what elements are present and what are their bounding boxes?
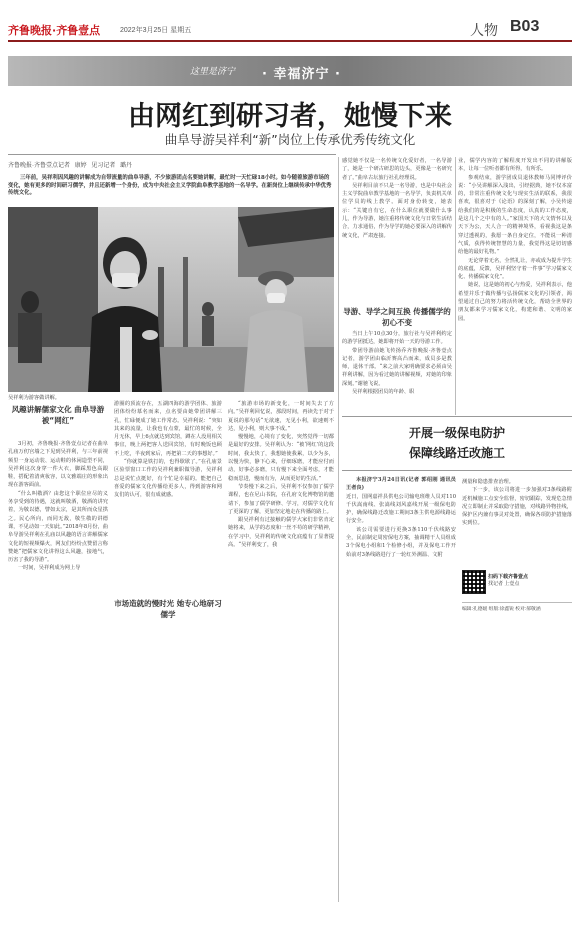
- photo-illustration: [8, 207, 334, 392]
- paragraph: 节奏慢下来之后，吴祥利不仅参加了儒学课程，也在尼山书院，在孔府文化博物馆的邀请下，参加了儒学研修、学习，对儒学文化有了更深的了解，更加坚定地走在传播的路上。: [228, 483, 334, 515]
- logo-blue-text: 齐鲁壹点: [56, 24, 101, 37]
- section-heading-3: 导游、导学之间互换 传播儒学的初心不变: [343, 307, 451, 327]
- article-headline: 由网红到研习者，她慢下来: [128, 101, 452, 132]
- sidebar-column-2: [462, 478, 572, 528]
- qr-code-icon: [462, 570, 486, 594]
- article-subhead: 曲阜导游吴祥利“新”岗位上传承优秀传统文化: [164, 132, 416, 147]
- column-2: [114, 400, 222, 500]
- banner-title: · 幸福济宁 ·: [262, 67, 341, 82]
- sidebar-column-1: [346, 476, 456, 559]
- column-4b: [342, 330, 452, 396]
- page-number: B03: [510, 18, 540, 35]
- paragraph: 当日上午10点30分，旅行社与吴祥利约定的游学团抵达，她即将开始一天的导游工作。: [342, 331, 452, 346]
- section-heading-1: 风趣讲解儒家文化 曲阜导游被“网红”: [11, 405, 105, 425]
- qr-line-1: 扫码下载齐鲁壹点: [488, 574, 529, 580]
- column-4: [342, 157, 452, 240]
- paragraph: 参观结束，游学团成员退休教师马同博评价说：“小吴讲解深入浅出，引经据典，她不仅本富的，非常注重传统文化与现实生活的联系，我很喜欢，很喜对于《论语》的深刻了解，小吴传递给我们的是积极的生命态度，认真的工作态度，是这几个之中有的人。”家国天下的大文情怀以及天下为公，天人合一的精神境界，看视我这是条穿过透视的，我愿一条自身定位，不能说一种清气质，获得传统智慧的力量，我觉得这是切切感给他的最好礼物。”: [458, 174, 572, 256]
- qr-caption: [488, 574, 528, 588]
- paragraph: 测量和隐患排查治理。: [462, 479, 514, 485]
- paragraph: 跟吴祥利有过接触的儒学大家们非常肯定她将来，从学的态度和一丝不苟的研学精神，在学习中，吴祥利的传统文化底蕴有了显著提高。“吴祥利变了，我: [228, 517, 334, 549]
- section-name: 人物: [470, 23, 498, 39]
- paragraph: 感觉她不仅是一名传统文化爱好者，一名导游了，她是一个研古研思的边头，更像是一名研究者了。”曲阜古坛旅行社孔经理说。: [342, 158, 452, 181]
- paragraph: “你就算是铁打的，也得歇歇了。”在孔庙景区验票窗口工作的吴祥利兼职做导游，吴祥利总是说忙点挺好，有个忙是幸福的。能把自己喜爱的儒家文化传播给更多人，得到游客和网友们的认可，很有成就感。: [114, 459, 222, 499]
- editor-credits: 编辑:孔德媛 组版:徐鑫锐 校对:郝敬涵: [462, 602, 572, 612]
- logo-red-text: 齐鲁晚报: [8, 24, 52, 37]
- masthead-rule: [8, 40, 572, 42]
- sidebar-top-rule: [342, 416, 572, 417]
- sidebar-title-rule: [342, 470, 572, 471]
- sidebar-headline-line2: 保障线路迁改施工: [408, 446, 505, 460]
- paragraph: “旅游市场的新变化，一时间失去了方向。”吴祥利回忆说，那段时间，再读先于对于夏说的那句话“无欲速，无见小利，欲速则不达，见小利，则大事不成。”: [228, 401, 334, 432]
- paragraph: 吴祥利根据团员的年龄、职: [352, 389, 415, 396]
- photo-caption: 吴祥利为游客做讲解。: [8, 395, 60, 401]
- paragraph: “什么叫敬酒？由您这个职位应尽的义务享受到的待遇，这就叫敬酒，敬酒的讲究着，为敬以德，譬如太宗，是其所而众星拱之。民心所向，而同无敌，敬生敬的讲德课，不见动如一天如此。”2018年8月份，曲阜导游吴祥利在孔庙以风趣的语言讲解儒家文化的短视频爆火，网友们纷纷点赞留言称赞她“把儒家文化讲得这么风趣，接地气，历害了我的导游”。: [8, 490, 108, 564]
- logo-separator: ·: [52, 24, 57, 37]
- column-1: [8, 440, 108, 573]
- issue-date: 2022年3月25日 星期五: [120, 27, 192, 34]
- newspaper-logo: [8, 22, 100, 38]
- column-divider: [338, 157, 339, 902]
- paragraph: 她说，这是她的初心与热爱，吴祥利表示，他希望并乐于做传播与弘扬儒家文化的引领者，渴望通过自己的努力将活传统文化，帮助全世界的朋友都来学习儒家文化，构建和谐、文明的家园。: [458, 282, 572, 322]
- column-3: [228, 400, 334, 549]
- column-divider: [455, 157, 456, 415]
- byline: 齐鲁晚报·齐鲁壹点记者 康婷 见习记者 璐丹: [8, 163, 132, 169]
- article-photo: [8, 207, 334, 392]
- paragraph: 无论穿着无名，全然礼让，亦或成为提升学生的底蕴，反馈，吴祥利坚守着一件事“学习儒家文化、传播儒家文化”。: [458, 257, 572, 281]
- section-heading-2: 市场造就的慢时光 她专心地研习儒学: [114, 599, 222, 619]
- paragraph: 该公司需要进行更换3条110千伏线路安全，民前制定周密保电方案，抽调精干人员组成3个保电小组和1个检修小组，并及保电工作开始前对3条线路进行了一轮红外测温、文附: [346, 526, 456, 558]
- paragraph: 近日，国网嘉祥县供电公司输电班维人员对110千伏嵩南线、张嵩线刘风嘉线开展一级保电防护，确保线路迁改施工期间3条主供电源线路运行安全。: [346, 493, 456, 525]
- paragraph: 3月初，齐鲁晚报·齐鲁壹点记者在曲阜孔庙万仞宫墙之下见到吴祥利，与三年前视频里一身运动装、运动鞋的休闲造型不同，吴祥利这次身穿一件大衣，脚踩黑色高跟鞋，搭配着清爽妆容，以文雅端庄的形象出现在游客面前。: [8, 441, 108, 489]
- paragraph: 下一步，该公司将进一步加强对3条线路附近机械施工点安全监督，密切跟踪，发现危急情况立即制止并采取隐守措施，对线路异物挂线，保护区内兼有事灵对处置，确保各项防护措施落实到位。: [462, 487, 572, 527]
- paragraph: 带团导游前她飞传扬乔齐鲁晚报·齐鲁壹点记者，游学团由临沂赛高凸而来，成员多是教师，退休干部。“来之前大家明确要求必须由吴祥利讲解，因为看过她的讲解视频，对她的印象深刻。”谢驰飞说。: [342, 347, 452, 387]
- paragraph: 业，儒学内容的了解程度开发出不同的讲解版本，让每一位听者都有所得，有所乐。: [458, 158, 572, 173]
- paragraph: 一时间，吴祥利成为网上导: [18, 565, 81, 572]
- paragraph: 游圈的顶流存在，五湖四海的游学团体、旅游团体纷纷慕名而来，点名要由她带团讲解三孔，忙碌便成了她工作常态。吴祥利说：“突如其来的流量，让我也有点蒙，最忙的时候，全月无休，早上6点就达到宾馆，蹲在人没用相关事宜，晚上两把客人送回宾馆，有时晚饭也顾不上吃，半夜到家后，再把第二天的事想好。”: [114, 401, 222, 457]
- sidebar-headline-line1: 开展一级保电防护: [408, 426, 505, 440]
- sidebar-headline: [342, 423, 572, 463]
- article-lede: 三年前，吴祥利因风趣的讲解成为自带流量的曲阜导游，不少旅游团点名要她讲解，最忙时一天忙碌18小时。如今随着旅游市场的变化，她有更多的时间研习儒学，并且还新增一个身份，成为中央社会主义学院曲阜教学基地的一名导学。在新岗位上继续传承中华优秀传统文化。: [8, 175, 332, 197]
- column-5: [458, 157, 572, 323]
- paragraph: 吴祥利目前不只是一名导游，也是中央社会主义学院曲阜教学基地的一名导学，负责机关单位学员的线上教学。面对身份转变，她表示：“关键自有它，在什么职位就要做什么事儿，作为导游，她注重将传统文化与日常生活结合，力求通俗，作为导学的她必要深入的讲解传统文化，严肃连接。: [342, 182, 452, 239]
- paragraph: 慢慢地，心境有了变化，突然觉得一切都是最好的安排。吴祥利认为：“被‘网红’的这段时间，我太快了，我想她使我累，以少为多，以慢为快，静下心来，仔细琢磨，才能应付而动，好事必多磨，只有慢下来全面考虑，才能稳而思进，慢而有为，从而更好的生活。”: [228, 434, 334, 482]
- headline-rule: [8, 154, 336, 155]
- qr-line-2: 找记者 上壹点: [488, 581, 520, 587]
- sidebar-dateline: 本报济宁3月24日讯(记者 郭绍刚 通讯员 王者良): [346, 477, 456, 492]
- banner-column-name: 这里是济宁: [190, 67, 236, 77]
